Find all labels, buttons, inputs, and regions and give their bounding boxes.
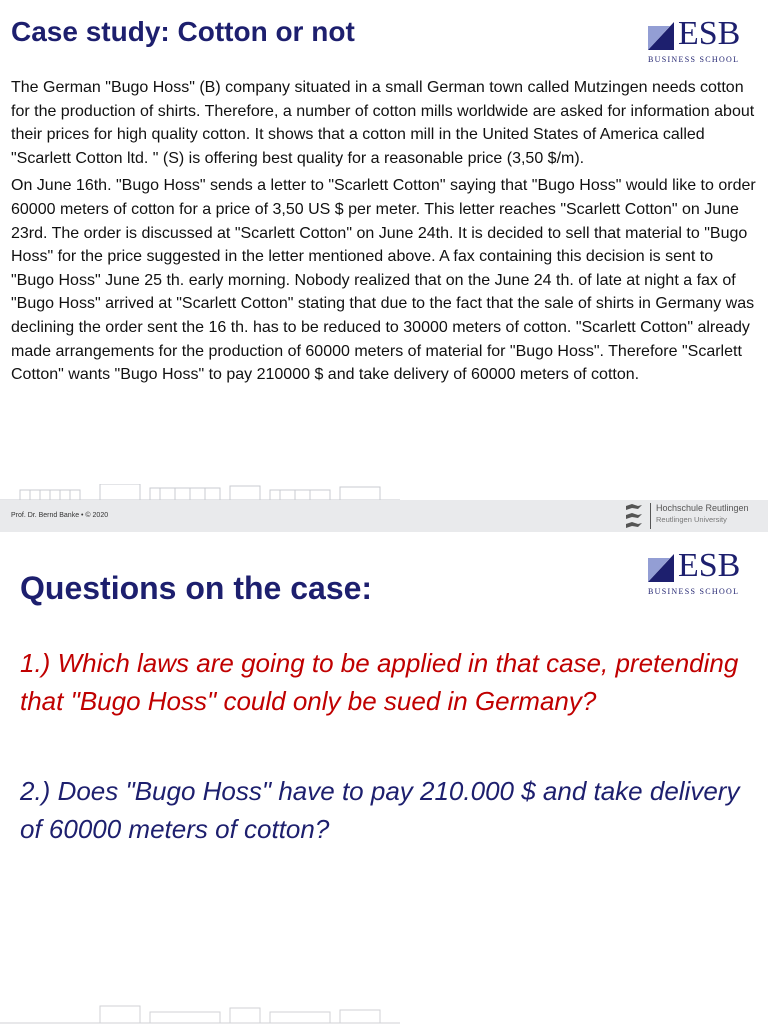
divider xyxy=(650,503,651,529)
esb-logo xyxy=(646,15,750,66)
university-logo xyxy=(624,501,764,531)
building-skyline-decoration xyxy=(0,998,768,1024)
logo-wordmark: ESB xyxy=(678,15,741,52)
university-crest-icon xyxy=(624,502,644,530)
esb-mark-icon xyxy=(648,554,674,582)
question-1: 1.) Which laws are going to be applied in that case, pretending that "Bugo Hoss" could only be sued in Germany? xyxy=(20,648,739,716)
question-2: 2.) Does "Bugo Hoss" have to pay 210.000 $ and take delivery of 60000 meters of cotton? xyxy=(20,776,740,844)
paragraph: On June 16th. "Bugo Hoss" sends a letter to "Scarlett Cotton" saying that "Bugo Hoss" would like to order 60000 meters of cotton for a price of 3,50 US $ per meter. This letter reaches "Scarlett Cotton" on June 23rd. The order is discussed at "Scarlett Cotton" on June 24th. It is decided to sell that material to "Bugo Hoss" for the price suggested in the letter mentioned above. A fax containing this decision is sent to "Bugo Hoss" June 25 th. early morning. Nobody realized that on the June 24 th. of late at night a fax of "Bugo Hoss" arrived at "Scarlett Cotton" stating that due to the fact that the sale of shirts in Germany was declining the order sent the 16 th. has to be reduced to 30000 meters of cotton. "Scarlett Cotton" already made arrangements for the production of 60000 meters of material for "Bugo Hoss". Therefore "Scarlett Cotton" wants "Bugo Hoss" to pay 210000 $ and take delivery of 60000 meters of cotton. xyxy=(11,177,756,384)
logo-subtitle: BUSINESS SCHOOL xyxy=(648,55,740,64)
footer-author: Prof. Dr. Bernd Banke • © 2020 xyxy=(11,512,109,519)
paragraph: The German "Bugo Hoss" (B) company situated in a small German town called Mutzingen needs cotton for the production of shirts. Therefore, a number of cotton mills worldwide are asked for information about their prices for high quality cotton. It shows that a cotton mill in the United States of America called "Scarlett Cotton ltd. " (S) is offering best quality for a reasonable price (3,50 $/m). xyxy=(11,79,755,167)
slide-title: Case study: Cotton or not xyxy=(11,16,355,47)
university-name-english: Reutlingen University xyxy=(656,515,727,524)
university-name: Hochschule Reutlingen xyxy=(656,503,749,513)
esb-mark-icon xyxy=(648,22,674,50)
logo-subtitle: BUSINESS SCHOOL xyxy=(648,587,740,596)
slide-title: Questions on the case: xyxy=(20,570,373,606)
slide-questions xyxy=(0,532,768,1024)
case-description xyxy=(11,76,757,391)
logo-wordmark: ESB xyxy=(678,547,741,584)
esb-logo xyxy=(646,547,750,598)
